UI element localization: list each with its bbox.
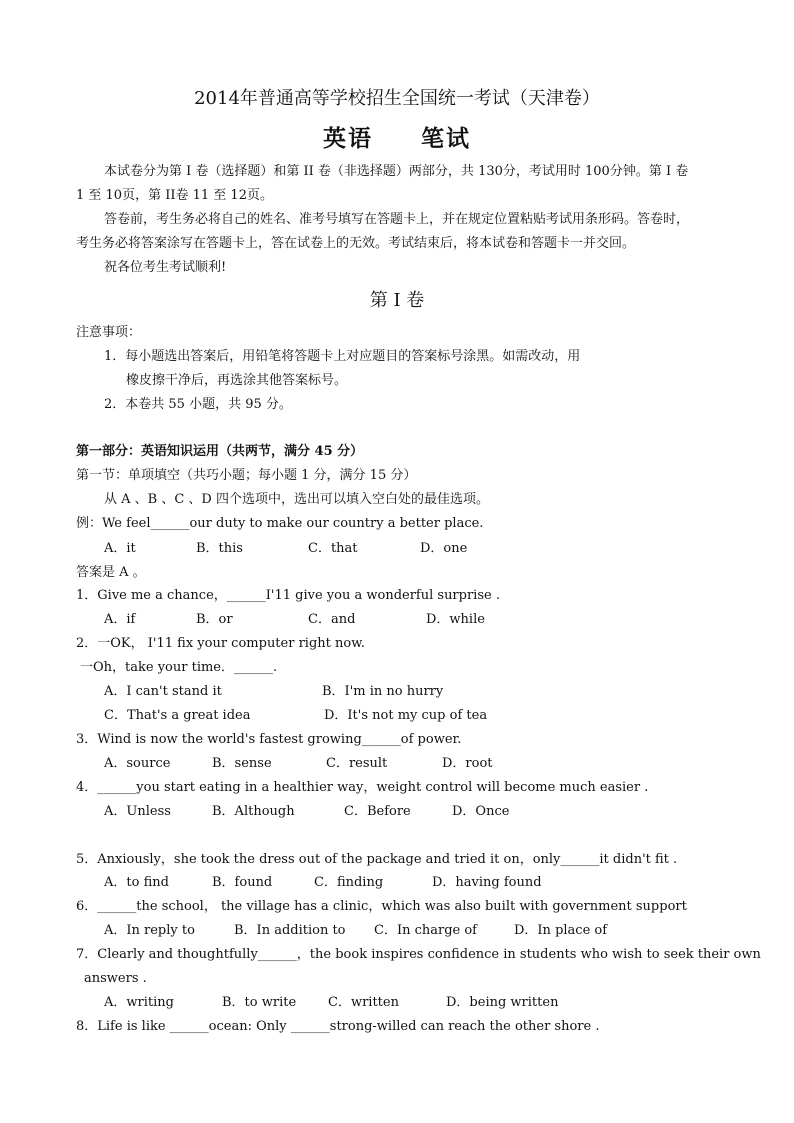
question-7-option-d: D．being written [446,995,559,1010]
question-2-option-b: B．I'm in no hurry [322,684,444,699]
question-6-option-b: B．In addition to [234,923,346,938]
question-3-option-b: B．sense [212,756,272,771]
intro-paragraph-1-line-2: 1 至 10页，第 II卷 11 至 12页。 [76,188,273,203]
question-6-option-d: D．In place of [514,923,608,938]
exam-title: 2014年普通高等学校招生全国统一考试（天津卷） [194,88,600,109]
volume-title: 第 I 卷 [369,290,425,311]
question-6-option-c: C．In charge of [374,923,477,938]
question-stem: 2．一OK， I'11 fix your computer right now. [76,636,365,651]
example-option-b: B．this [196,541,243,556]
example-option-c: C．that [308,541,358,556]
question-1-option-c: C．and [308,612,356,627]
question-stem: 4．______you start eating in a healthier way，weight control will become much easier . [76,780,649,795]
question-3-option-c: C．result [326,756,388,771]
question-stem: 3．Wind is now the world's fastest growing______of power. [76,732,462,747]
section1-instruction: 从 A 、B 、C 、D 四个选项中，选出可以填入空白处的最佳选项。 [104,492,489,507]
question-4-option-b: B．Although [212,804,295,819]
example-answer: 答案是 A 。 [76,565,146,580]
question-stem: 5．Anxiously，she took the dress out of the package and tried it on，only______it didn't fit . [76,852,678,867]
question-stem: 1．Give me a chance，______I'11 give you a wonderful surprise . [76,588,500,603]
question-5-option-d: D．having found [432,875,542,890]
notes-heading: 注意事项： [76,325,142,340]
section1-heading: 第一节：单项填空（共巧小题；每小题 1 分，满分 15 分） [76,468,417,483]
example-stem: 例：We feel______our duty to make our country a better place. [76,516,484,531]
question-stem-continued: 一Oh，take your time．______. [80,660,278,675]
question-7-option-b: B．to write [222,995,297,1010]
question-3-option-d: D．root [442,756,493,771]
example-option-a: A．it [104,541,136,556]
question-4-option-a: A．Unless [104,804,171,819]
part1-heading: 第一部分：英语知识运用（共两节，满分 45 分） [76,444,364,459]
question-4-option-d: D．Once [452,804,510,819]
question-stem: 7．Clearly and thoughtfully______，the book inspires confidence in students who wish to seek their own [76,947,761,962]
question-1-option-d: D．while [426,612,485,627]
question-4-option-c: C．Before [344,804,411,819]
question-7-option-a: A．writing [104,995,174,1010]
question-5-option-b: B．found [212,875,273,890]
subject-english: 英语 [322,125,373,152]
question-stem-continued: answers . [84,971,147,986]
note-2: 2．本卷共 55 小题，共 95 分。 [104,397,292,412]
question-1-option-a: A．if [104,612,136,627]
intro-paragraph-2-line-2: 考生务必将答案涂写在答题卡上，答在试卷上的无效。考试结束后，将本试卷和答题卡一并交回。 [76,236,636,251]
question-6-option-a: A．In reply to [104,923,195,938]
note-1-line-1: 1．每小题选出答案后，用铅笔将答题卡上对应题目的答案标号涂黑。如需改动，用 [104,349,581,364]
question-2-option-c: C．That's a great idea [104,708,251,723]
intro-paragraph-2-line-1: 答卷前，考生务必将自己的姓名、准考号填写在答题卡上，并在规定位置粘贴考试用条形码。答卷时， [104,212,690,227]
intro-paragraph-3: 祝各位考生考试顺利! [104,260,227,275]
example-option-d: D．one [420,541,468,556]
subject-written: 笔试 [421,125,472,152]
note-1-line-2: 橡皮擦干净后，再选涂其他答案标号。 [126,373,348,388]
question-2-option-a: A．I can't stand it [104,684,222,699]
subject-title [0,125,794,153]
question-2-option-d: D．It's not my cup of tea [324,708,488,723]
question-5-option-c: C．finding [314,875,384,890]
question-stem: 6．______the school， the village has a clinic，which was also built with government support [76,899,687,914]
question-5-option-a: A．to find [104,875,169,890]
question-7-option-c: C．written [328,995,399,1010]
question-stem: 8．Life is like ______ocean: Only ______strong-willed can reach the other shore . [76,1019,600,1034]
intro-paragraph-1-line-1: 本试卷分为第 I 卷（选择题）和第 II 卷（非选择题）两部分，共 130分，考试用时 100分钟。第 I 卷 [104,164,689,179]
question-3-option-a: A．source [104,756,171,771]
question-1-option-b: B．or [196,612,233,627]
